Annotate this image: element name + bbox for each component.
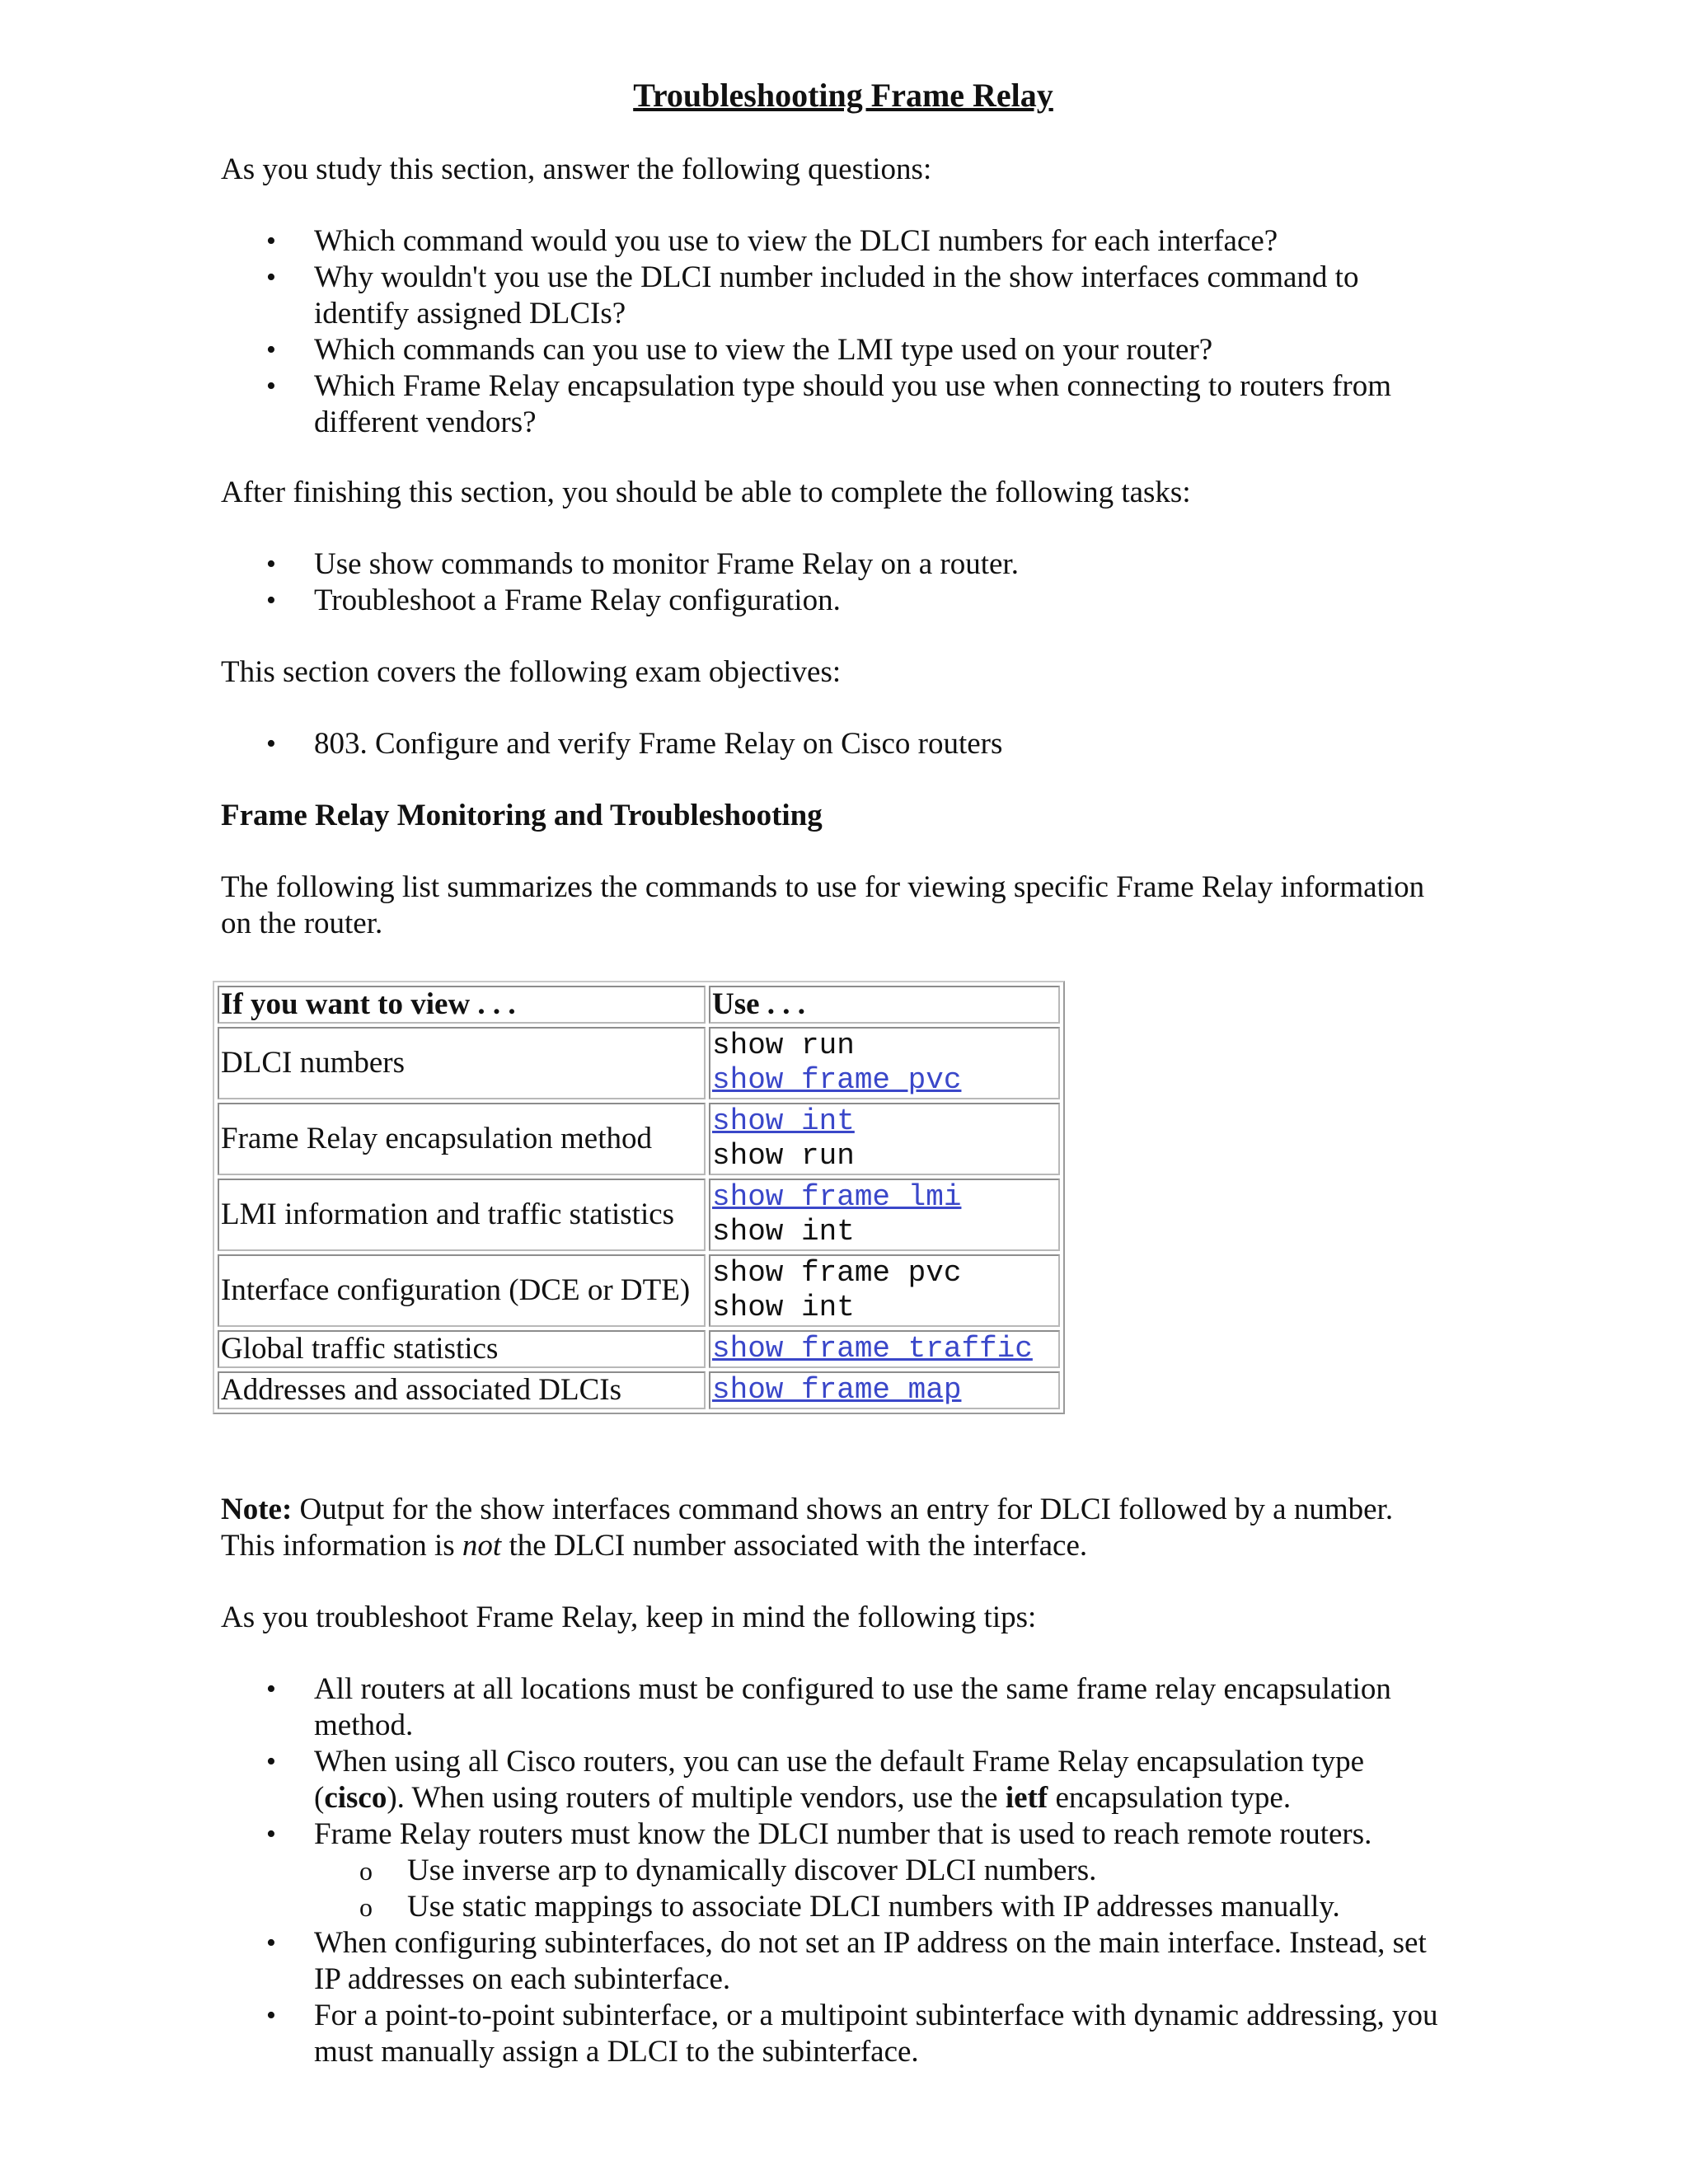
list-item: • Why wouldn't you use the DLCI number included in the show interfaces command to identify assigned DLCIs? [221, 260, 1391, 332]
command-cell [709, 1254, 1060, 1327]
list-item: • For a point-to-point subinterface, or a multipoint subinterface with dynamic addressing, you must manually assign a DLCI to the subinterface. [221, 1998, 1438, 2070]
sub-list-item: o Use inverse arp to dynamically discover DLCI numbers. [314, 1853, 1438, 1889]
table-row [218, 1371, 1060, 1409]
command-text: show run [712, 1029, 855, 1062]
list-item: • Which Frame Relay encapsulation type should you use when connecting to routers from different vendors? [221, 368, 1391, 441]
list-item: • 803. Configure and verify Frame Relay on Cisco routers [221, 726, 1002, 762]
note-paragraph: Note: Output for the show interfaces command shows an entry for DLCI followed by a number. This information is not the DLCI number associated with the interface. [221, 1493, 1394, 1563]
command-cell [709, 1103, 1060, 1175]
header-view: If you want to view . . . [218, 986, 706, 1024]
tasks-intro: After finishing this section, you should be able to complete the following tasks: [221, 476, 1191, 509]
command-text: show run [712, 1139, 855, 1173]
command-text: show int [712, 1291, 855, 1324]
list-item: • Troubleshoot a Frame Relay configuration. [221, 583, 1019, 619]
list-item: • Which commands can you use to view the LMI type used on your router? [221, 332, 1391, 368]
list-item: • Use show commands to monitor Frame Relay on a router. [221, 546, 1019, 583]
command-link[interactable]: show frame map [712, 1373, 962, 1407]
questions-intro: As you study this section, answer the following questions: [221, 152, 932, 186]
view-cell: DLCI numbers [218, 1027, 706, 1099]
list-item: • Which command would you use to view the DLCI numbers for each interface? [221, 223, 1391, 260]
view-cell: LMI information and traffic statistics [218, 1179, 706, 1251]
table-row [218, 1179, 1060, 1251]
command-text: show int [712, 1215, 855, 1249]
list-item: • When configuring subinterfaces, do not set an IP address on the main interface. Instead, set IP addresses on each subinterface. [221, 1925, 1438, 1998]
command-cell [709, 1027, 1060, 1099]
tips-list [221, 1671, 1438, 2070]
list-item: • When using all Cisco routers, you can use the default Frame Relay encapsulation type (cisco). When using routers of multiple vendors, use the ietf encapsulation type. [221, 1744, 1438, 1816]
header-use: Use . . . [709, 986, 1060, 1024]
tasks-list [221, 546, 1019, 619]
table-row [218, 1330, 1060, 1368]
command-table [213, 981, 1065, 1414]
sub-list [314, 1853, 1438, 1925]
table-header-row [218, 986, 1060, 1024]
command-text: show frame pvc [712, 1256, 962, 1290]
summary-text: The following list summarizes the commands to use for viewing specific Frame Relay information on the router. [221, 870, 1425, 940]
objectives-intro: This section covers the following exam objectives: [221, 655, 842, 689]
view-cell: Addresses and associated DLCIs [218, 1371, 706, 1409]
note-label: Note: [221, 1493, 293, 1526]
command-cell [709, 1371, 1060, 1409]
questions-list [221, 223, 1391, 441]
command-cell [709, 1179, 1060, 1251]
command-link[interactable]: show int [712, 1104, 855, 1138]
table-row [218, 1254, 1060, 1327]
command-cell [709, 1330, 1060, 1368]
command-link[interactable]: show frame pvc [712, 1063, 962, 1097]
view-cell: Frame Relay encapsulation method [218, 1103, 706, 1175]
sub-list-item: o Use static mappings to associate DLCI numbers with IP addresses manually. [314, 1889, 1438, 1925]
objectives-list [221, 726, 1002, 762]
view-cell: Global traffic statistics [218, 1330, 706, 1368]
section-heading: Frame Relay Monitoring and Troubleshooting [221, 799, 823, 832]
list-item: • All routers at all locations must be configured to use the same frame relay encapsulation method. [221, 1671, 1438, 1744]
tips-intro: As you troubleshoot Frame Relay, keep in mind the following tips: [221, 1601, 1037, 1634]
view-cell: Interface configuration (DCE or DTE) [218, 1254, 706, 1327]
table-row [218, 1027, 1060, 1099]
list-item: • Frame Relay routers must know the DLCI number that is used to reach remote routers. o Use inverse arp to dynamically discover DLCI numbers. o Use static mappings to associate DLCI numbers with IP addresses manually. [221, 1816, 1438, 1925]
command-link[interactable]: show frame traffic [712, 1332, 1033, 1366]
command-link[interactable]: show frame lmi [712, 1180, 962, 1214]
page-title: Troubleshooting Frame Relay [633, 77, 1053, 114]
table-row [218, 1103, 1060, 1175]
